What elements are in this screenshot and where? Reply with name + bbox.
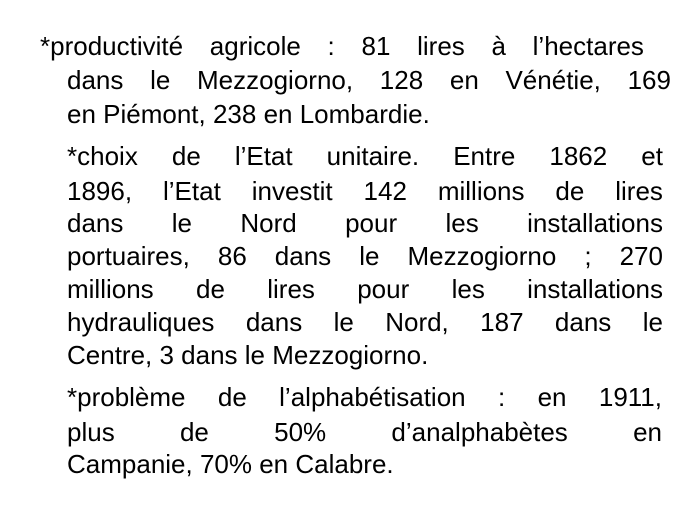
text-line — [67, 240, 663, 272]
text-line — [67, 207, 663, 239]
word: portuaires, — [67, 241, 190, 271]
word: Nord, — [385, 307, 449, 337]
word: 81 — [361, 31, 391, 61]
word: dans — [67, 208, 124, 238]
word: hydrauliques — [67, 307, 215, 337]
word: l’Etat — [234, 141, 293, 171]
word: en — [449, 65, 479, 95]
word: en — [633, 417, 662, 447]
word: de — [555, 176, 585, 206]
word: les — [445, 208, 479, 238]
word: Campanie, 70% en Calabre. — [67, 449, 394, 479]
text-line — [67, 140, 663, 172]
word: de — [171, 141, 201, 171]
word: Centre, 3 dans le Mezzogiorno. — [67, 340, 429, 370]
word: de — [217, 382, 247, 412]
word: installations — [527, 274, 663, 304]
word: Mezzogiorno — [407, 241, 557, 271]
word: de — [179, 417, 209, 447]
word: l’Etat — [162, 176, 221, 206]
word: 86 — [217, 241, 247, 271]
word: ; — [584, 241, 592, 271]
text-line — [67, 381, 662, 413]
word: à — [491, 31, 506, 61]
word: le — [171, 208, 192, 238]
word: 1862 — [549, 141, 608, 171]
word: pour — [345, 208, 398, 238]
word: dans — [245, 307, 303, 337]
text-line — [67, 175, 663, 207]
word: 128 — [379, 65, 424, 95]
text-line — [67, 64, 671, 96]
word: agricole — [209, 31, 301, 61]
word: millions — [67, 274, 154, 304]
word: *choix — [67, 141, 138, 171]
word: Vénétie, — [505, 65, 601, 95]
word: Mezzogiorno, — [197, 65, 354, 95]
word: en — [537, 382, 567, 412]
text-line — [67, 273, 663, 305]
text-line — [67, 339, 428, 371]
text-line — [67, 416, 662, 448]
word: les — [451, 274, 485, 304]
word: 50% — [274, 417, 327, 447]
word: investit — [251, 176, 333, 206]
word: l’hectares — [532, 31, 644, 61]
word: 142 — [363, 176, 407, 206]
word: le — [642, 307, 663, 337]
word: 1911, — [598, 382, 662, 412]
word: lires — [267, 274, 315, 304]
word: 169 — [627, 65, 671, 95]
word: plus — [67, 417, 115, 447]
word: lires — [417, 31, 465, 61]
word: le — [150, 65, 171, 95]
word: millions — [437, 176, 525, 206]
word: : — [327, 31, 335, 61]
word: et — [641, 141, 663, 171]
word: Nord — [240, 208, 297, 238]
word: 1896, — [67, 176, 133, 206]
word: en Piémont, 238 en Lombardie. — [67, 99, 430, 129]
word: l’alphabétisation — [279, 382, 466, 412]
word: 270 — [619, 241, 663, 271]
word: dans — [274, 241, 332, 271]
word: dans — [67, 65, 124, 95]
word: dans — [554, 307, 612, 337]
word: 187 — [480, 307, 524, 337]
word: Entre — [453, 141, 516, 171]
word: *productivité — [40, 31, 184, 61]
word: le — [359, 241, 380, 271]
word: : — [497, 382, 506, 412]
word: unitaire. — [326, 141, 420, 171]
word: *problème — [67, 382, 186, 412]
text-line — [40, 30, 644, 62]
text-line — [67, 98, 430, 130]
word: le — [333, 307, 354, 337]
word: d’analphabètes — [391, 417, 568, 447]
word: de — [196, 274, 225, 304]
text-line — [67, 448, 394, 480]
text-line — [67, 306, 663, 338]
word: pour — [357, 274, 410, 304]
word: lires — [615, 176, 663, 206]
word: installations — [527, 208, 663, 238]
